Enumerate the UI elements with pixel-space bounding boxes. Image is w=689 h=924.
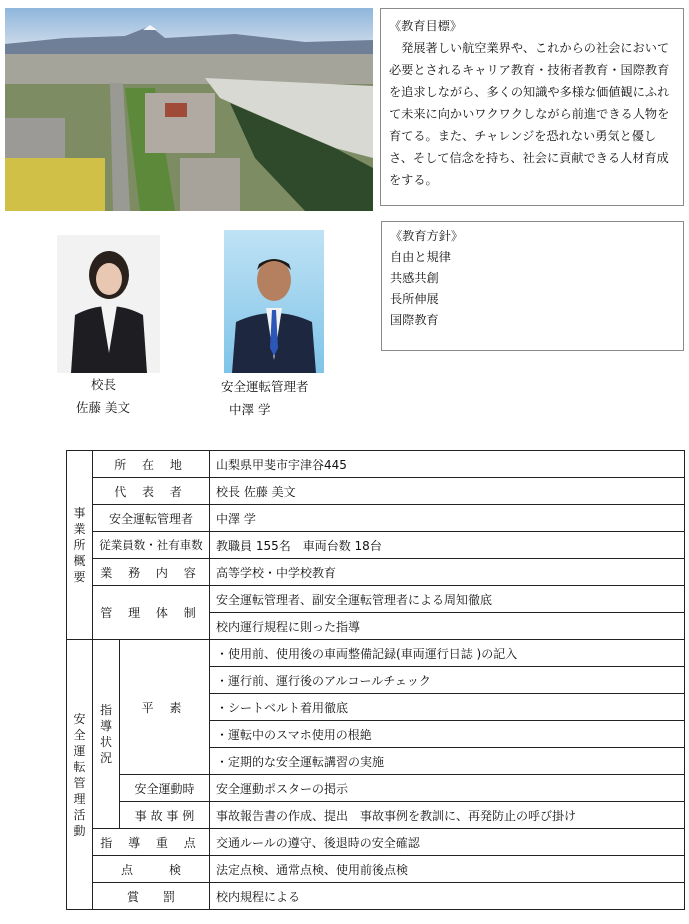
table-row xyxy=(67,640,685,667)
table-row xyxy=(67,451,685,478)
principal-name: 佐藤 美文 xyxy=(76,400,130,415)
normal-value: ・シートベルト着用徹底 xyxy=(210,694,685,721)
safety-manager-role: 安全運転管理者 xyxy=(221,379,309,394)
business-value: 高等学校・中学校教育 xyxy=(210,559,685,586)
table-row xyxy=(67,505,685,532)
table-row xyxy=(67,802,685,829)
table-row xyxy=(67,478,685,505)
inspection-label: 点 検 xyxy=(93,856,210,883)
reward-label: 賞 罰 xyxy=(93,883,210,910)
normal-value: ・使用前、使用後の車両整備記録(車両運行日誌 )の記入 xyxy=(210,640,685,667)
manager-value: 中澤 学 xyxy=(210,505,685,532)
section-overview-label: 事 業 所 概 要 xyxy=(67,451,93,640)
education-goal-box xyxy=(380,8,684,206)
normal-value: ・運転中のスマホ使用の根絶 xyxy=(210,721,685,748)
table-row xyxy=(67,883,685,910)
accident-label: 事 故 事 例 xyxy=(120,802,210,829)
campaign-value: 安全運動ポスターの掲示 xyxy=(210,775,685,802)
policy-item: 長所伸展 xyxy=(390,292,439,306)
safety-manager-name: 中澤 学 xyxy=(229,402,271,417)
table-row xyxy=(67,586,685,613)
normal-value: ・定期的な安全運転講習の実施 xyxy=(210,748,685,775)
education-goal-text: 発展著しい航空業界や、これからの社会において必要とされるキャリア教育・技術者教育・国際教育を追求しながら、多くの知識や多様な価値観にふれて未来に向かいワクワクしながら前進できる人物を育てる。また、チャレンジを恐れない勇気と優しさ、そして信念を持ち、社会に貢献できる人材育成をする。 xyxy=(389,41,670,187)
reward-value: 校内規程による xyxy=(210,883,685,910)
table-row xyxy=(67,532,685,559)
system-value: 校内運行規程に則った指導 xyxy=(210,613,685,640)
principal-photo xyxy=(57,235,160,373)
business-info-table xyxy=(66,450,685,910)
representative-label: 代 表 者 xyxy=(93,478,210,505)
focus-label: 指 導 重 点 xyxy=(93,829,210,856)
accident-value: 事故報告書の作成、提出 事故事例を教訓に、再発防止の呼び掛け xyxy=(210,802,685,829)
safety-manager-photo xyxy=(224,230,324,373)
policy-item: 共感共創 xyxy=(390,271,439,285)
normal-value: ・運行前、運行後のアルコールチェック xyxy=(210,667,685,694)
location-label: 所 在 地 xyxy=(93,451,210,478)
principal-role: 校長 xyxy=(91,377,117,392)
focus-value: 交通ルールの遵守、後退時の安全確認 xyxy=(210,829,685,856)
table-row xyxy=(67,829,685,856)
table-row xyxy=(67,559,685,586)
policy-item: 国際教育 xyxy=(390,313,439,327)
campaign-label: 安全運動時 xyxy=(120,775,210,802)
representative-value: 校長 佐藤 美文 xyxy=(210,478,685,505)
guidance-label: 指 導 状 況 xyxy=(93,640,120,829)
system-label: 管 理 体 制 xyxy=(93,586,210,640)
table-row xyxy=(67,856,685,883)
education-policy-box xyxy=(381,221,684,351)
inspection-value: 法定点検、通常点検、使用前後点検 xyxy=(210,856,685,883)
staff-value: 教職員 155名 車両台数 18台 xyxy=(210,532,685,559)
table-row xyxy=(67,775,685,802)
aerial-photo xyxy=(5,8,373,211)
system-value: 安全運転管理者、副安全運転管理者による周知徹底 xyxy=(210,586,685,613)
business-label: 業 務 内 容 xyxy=(93,559,210,586)
section-safety-label: 安 全 運 転 管 理 活 動 xyxy=(67,640,93,910)
staff-label: 従業員数・社有車数 xyxy=(93,532,210,559)
location-value: 山梨県甲斐市宇津谷445 xyxy=(210,451,685,478)
manager-label: 安全運転管理者 xyxy=(93,505,210,532)
education-policy-heading: 《教育方針》 xyxy=(390,229,464,243)
education-goal-heading: 《教育目標》 xyxy=(389,19,463,33)
policy-item: 自由と規律 xyxy=(390,250,451,264)
normal-label: 平 素 xyxy=(120,640,210,775)
